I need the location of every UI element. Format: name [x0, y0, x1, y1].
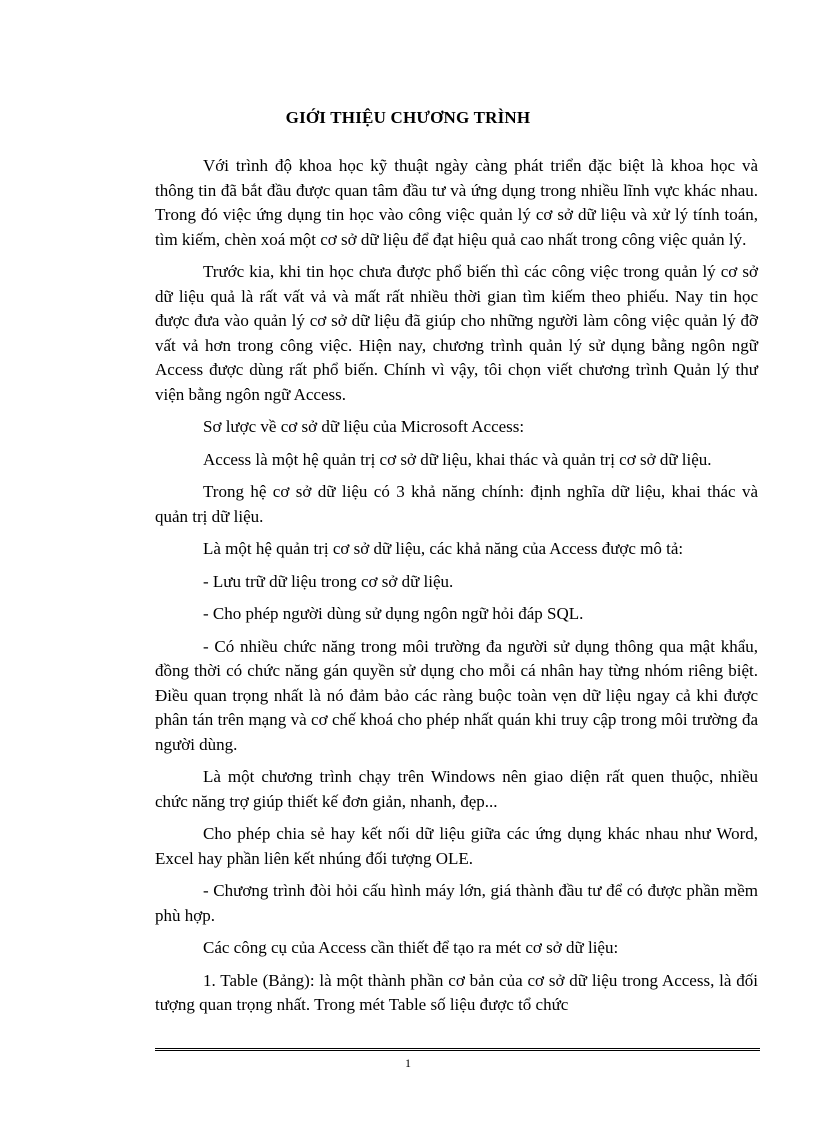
paragraph-history: Trước kia, khi tin học chưa được phổ biến thì các công việc trong quản lý cơ sở dữ liệu quả là rất vất vả và mất rất nhiều thời gian tìm kiếm theo phiếu. Nay tin học được đưa vào quản lý cơ sở dữ liệu đã giúp cho những người làm công việc quản lý đỡ vất vả hơn trong công việc. Hiện nay, chương trình quản lý sử dụng bằng ngôn ngữ Access được dùng rất phổ biến. Chính vì vậy, tôi chọn viết chương trình Quản lý thư viện bằng ngôn ngữ Access.	[155, 262, 758, 404]
list-item-multiuser: - Có nhiều chức năng trong môi trường đa người sử dụng thông qua mật khẩu, đồng thời có chức năng gán quyền sử dụng cho mỗi cá nhân hay từng nhóm riêng biệt. Điều quan trọng nhất là nó đảm bảo các ràng buộc toàn vẹn dữ liệu ngay cả khi được phân tán trên mạng và cơ chế khoá cho phép nhất quán khi truy cập trong môi trường đa người dùng.	[155, 636, 758, 754]
paragraph-intro: Với trình độ khoa học kỹ thuật ngày càng phát triển đặc biệt là khoa học và thông tin đã bắt đầu được quan tâm đầu tư và ứng dụng trong nhiều lĩnh vực khác nhau. Trong đó việc ứng dụng tin học vào công việc quản lý cơ sở dữ liệu và xử lý tính toán, tìm kiếm, chèn xoá một cơ sở dữ liệu để đạt hiệu quả cao nhất trong công việc quản lý.	[155, 156, 758, 249]
paragraph-capabilities: Trong hệ cơ sở dữ liệu có 3 khả năng chính: định nghĩa dữ liệu, khai thác và quản trị dữ liệu.	[155, 482, 758, 526]
list-item-requirements: - Chương trình đòi hỏi cấu hình máy lớn, giá thành đầu tư để có được phần mềm phù hợp.	[155, 881, 758, 925]
footer-divider	[155, 1048, 760, 1051]
paragraph-access-definition: Access là một hệ quản trị cơ sở dữ liệu, khai thác và quản trị cơ sở dữ liệu.	[203, 449, 712, 469]
page-title: GIỚI THIỆU CHƯƠNG TRÌNH	[285, 108, 531, 127]
paragraph-windows: Là một chương trình chạy trên Windows nên giao diện rất quen thuộc, nhiều chức năng trợ giúp thiết kế đơn giản, nhanh, đẹp...	[155, 767, 758, 811]
list-item-storage: - Lưu trữ dữ liệu trong cơ sở dữ liệu.	[203, 571, 454, 591]
paragraph-capabilities-intro: Là một hệ quản trị cơ sở dữ liệu, các khả năng của Access được mô tả:	[203, 539, 684, 558]
paragraph-table: 1. Table (Bảng): là một thành phần cơ bản của cơ sở dữ liệu trong Access, là đối tượng quan trọng nhất. Trong mét Table số liệu được tổ chức	[155, 970, 758, 1014]
paragraph-overview-heading: Sơ lược về cơ sở dữ liệu của Microsoft Access:	[203, 417, 525, 436]
body-text	[155, 154, 758, 1026]
paragraph-tools-intro: Các công cụ của Access cần thiết để tạo ra mét cơ sở dữ liệu:	[203, 938, 619, 957]
list-item-sql: - Cho phép người dùng sử dụng ngôn ngữ hỏi đáp SQL.	[203, 604, 584, 623]
paragraph-sharing: Cho phép chia sẻ hay kết nối dữ liệu giữa các ứng dụng khác nhau như Word, Excel hay phần liên kết nhúng đối tượng OLE.	[155, 824, 758, 868]
page-number: 1	[405, 1056, 411, 1070]
